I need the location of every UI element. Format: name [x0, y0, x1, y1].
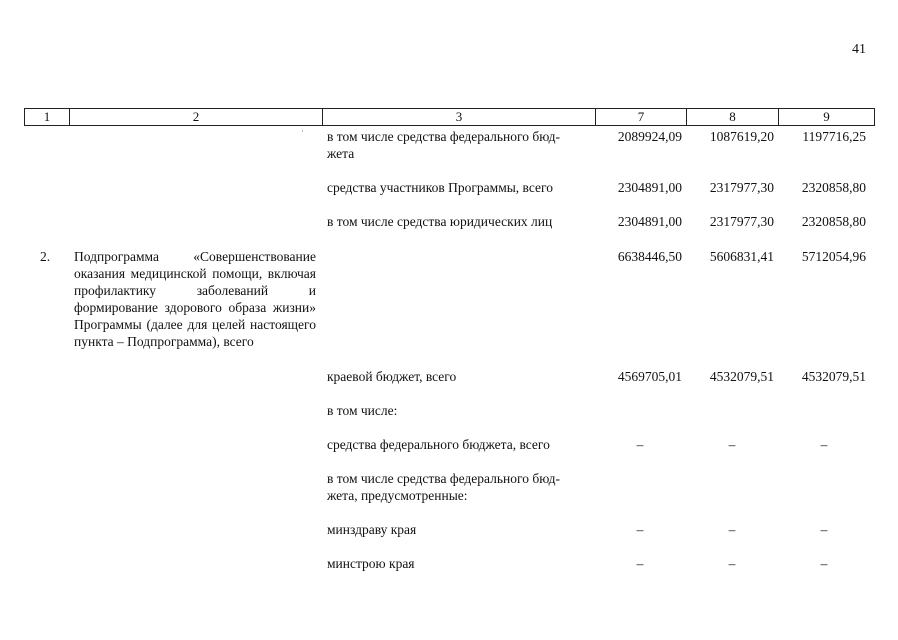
scan-mark: ·: [301, 126, 304, 136]
row-description: в том числе средства федерального бюд- жета: [327, 129, 560, 161]
value-col8: 2317977,30: [709, 214, 774, 229]
value-col9: –: [820, 556, 828, 571]
value-col8: 5606831,41: [709, 249, 774, 264]
value-col9: 2320858,80: [801, 180, 866, 195]
column-header-9: 9: [778, 108, 875, 126]
column-header-3: 3: [322, 108, 596, 126]
subprogram-name: Подпрограмма «Совершенствование оказания медицинской помощи, включая профилактику заболеваний и формирование здорового образа жизни» Программы (далее для целей настоящего пункта – Подпрограмма), всего: [74, 249, 316, 349]
value-col7: –: [636, 556, 644, 571]
value-col7: –: [636, 522, 644, 537]
row-description: средства федерального бюджета, всего: [327, 437, 550, 452]
value-col8: 1087619,20: [709, 129, 774, 144]
value-col7: 2304891,00: [617, 214, 682, 229]
column-header-1: 1: [24, 108, 70, 126]
row-description: минздраву края: [327, 522, 417, 537]
value-col8: –: [728, 437, 736, 452]
value-col9: 4532079,51: [801, 369, 866, 384]
value-col9: –: [820, 522, 828, 537]
row-description: в том числе средства федерального бюд- жета, предусмотренные:: [327, 471, 560, 503]
value-col7: 4569705,01: [617, 369, 682, 384]
value-col8: 2317977,30: [709, 180, 774, 195]
value-col7: 6638446,50: [617, 249, 682, 264]
row-description: минстрою края: [327, 556, 415, 571]
row-description: краевой бюджет, всего: [327, 369, 457, 384]
value-col9: 5712054,96: [801, 249, 866, 264]
column-header-2: 2: [69, 108, 323, 126]
value-col7: –: [636, 437, 644, 452]
value-col8: 4532079,51: [709, 369, 774, 384]
column-header-7: 7: [595, 108, 687, 126]
row-description: в том числе средства юридических лиц: [327, 214, 553, 229]
value-col7: 2304891,00: [617, 180, 682, 195]
row-description: средства участников Программы, всего: [327, 180, 553, 195]
value-col9: –: [820, 437, 828, 452]
column-header-8: 8: [686, 108, 779, 126]
page-number: 41: [852, 42, 866, 57]
value-col8: –: [728, 522, 736, 537]
value-col7: 2089924,09: [617, 129, 682, 144]
row-description: в том числе:: [327, 403, 398, 418]
value-col9: 2320858,80: [801, 214, 866, 229]
value-col8: –: [728, 556, 736, 571]
row-number: 2.: [40, 249, 51, 264]
value-col9: 1197716,25: [802, 129, 866, 144]
